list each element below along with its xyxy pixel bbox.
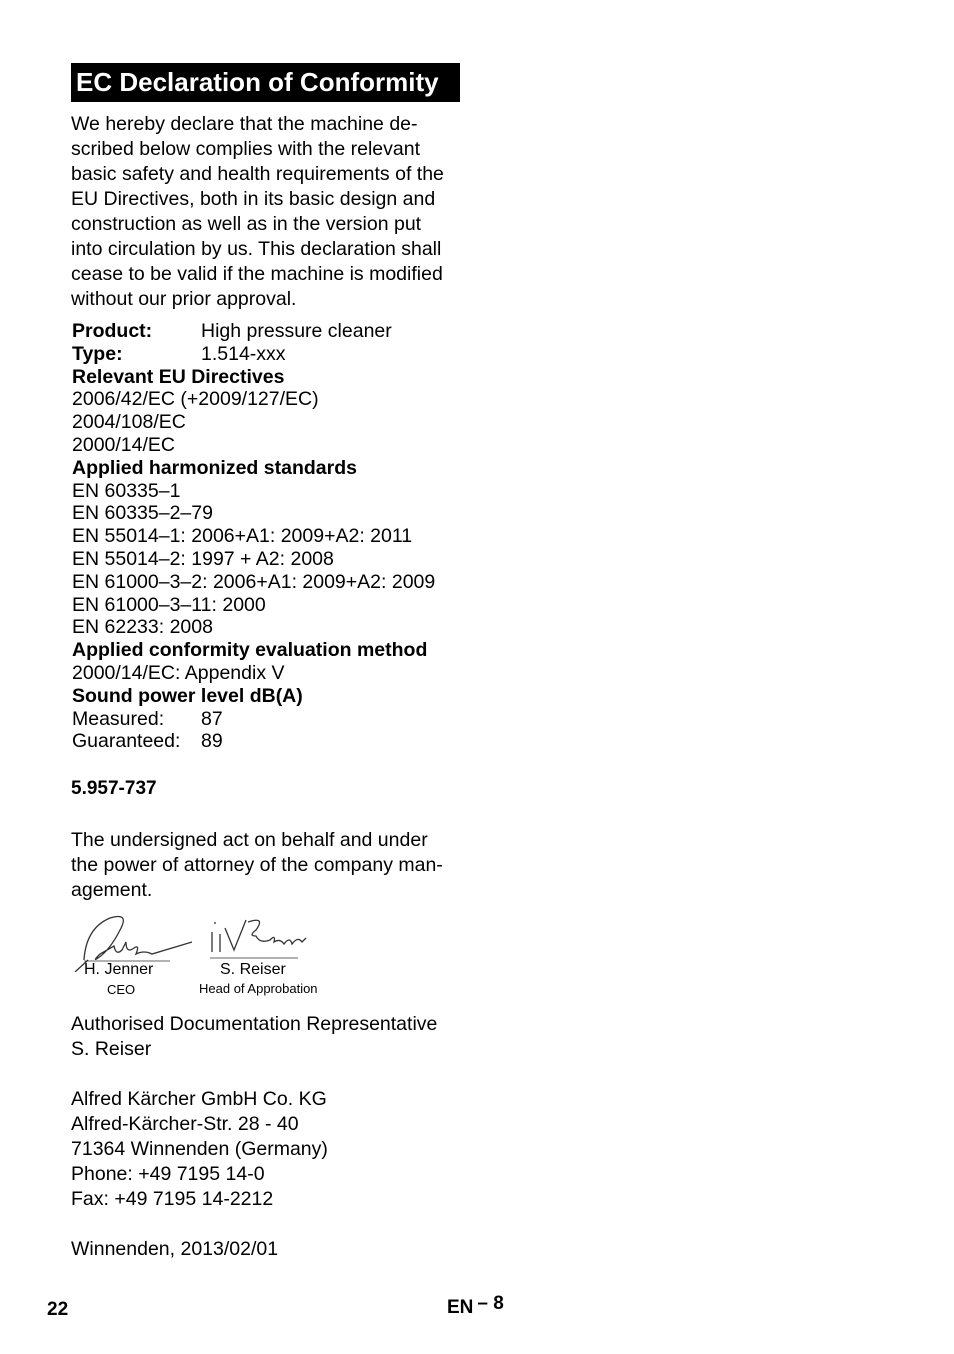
undersigned-line: The undersigned act on behalf and under	[71, 829, 428, 851]
footer-language	[447, 1293, 504, 1319]
declaration-line: basic safety and health requirements of the	[71, 163, 444, 185]
guaranteed-value: 89	[201, 730, 223, 753]
signatory-role: Head of Approbation	[199, 981, 318, 996]
page-title: EC Declaration of Conformity	[71, 63, 460, 102]
address-line: Phone: +49 7195 14-0	[71, 1163, 265, 1185]
declaration-line: We hereby declare that the machine de-	[71, 113, 418, 135]
product-specifications	[72, 320, 472, 753]
directive-item: 2006/42/EC (+2009/127/EC)	[72, 388, 319, 411]
standard-item: EN 61000–3–11: 2000	[72, 593, 266, 616]
undersigned-text	[71, 828, 466, 903]
declaration-line: without our prior approval.	[71, 288, 297, 310]
address-line: Alfred Kärcher GmbH Co. KG	[71, 1088, 327, 1110]
undersigned-line: agement.	[71, 879, 153, 901]
representative-name: S. Reiser	[71, 1038, 152, 1060]
product-row	[72, 320, 472, 343]
representative-block	[71, 1012, 437, 1062]
sound-measured-row	[72, 708, 472, 731]
company-address	[71, 1087, 328, 1212]
section-page: – 8	[477, 1293, 504, 1314]
declaration-text	[71, 112, 463, 312]
product-label: Product:	[72, 320, 153, 342]
signature-block	[70, 910, 340, 1000]
declaration-line: EU Directives, both in its basic design and	[71, 188, 436, 210]
representative-label: Authorised Documentation Representative	[71, 1013, 438, 1035]
standard-item: EN 60335–2–79	[72, 502, 213, 525]
address-line: Fax: +49 7195 14-2212	[71, 1188, 274, 1210]
part-number: 5.957-737	[71, 778, 157, 799]
signatory-name: H. Jenner	[84, 961, 154, 978]
declaration-line: cease to be valid if the machine is modified	[71, 263, 443, 285]
undersigned-line: the power of attorney of the company man-	[71, 854, 443, 876]
type-row	[72, 343, 472, 366]
standard-item: EN 61000–3–2: 2006+A1: 2009+A2: 2009	[72, 570, 436, 593]
signatory-name: S. Reiser	[220, 961, 286, 978]
evaluation-heading: Applied conformity evaluation method	[72, 639, 428, 662]
standards-heading: Applied harmonized standards	[72, 456, 357, 479]
directive-item: 2004/108/EC	[72, 411, 186, 434]
guaranteed-label: Guaranteed:	[72, 730, 181, 753]
measured-value: 87	[201, 707, 223, 730]
type-label: Type:	[72, 342, 123, 365]
page-number: 22	[47, 1299, 69, 1320]
standard-item: EN 55014–2: 1997 + A2: 2008	[72, 547, 334, 570]
directives-heading: Relevant EU Directives	[72, 365, 285, 388]
address-line: 71364 Winnenden (Germany)	[71, 1138, 328, 1160]
evaluation-value: 2000/14/EC: Appendix V	[72, 661, 285, 684]
sound-heading: Sound power level dB(A)	[72, 684, 303, 707]
place-date: Winnenden, 2013/02/01	[71, 1238, 279, 1260]
type-value: 1.514-xxx	[201, 342, 286, 365]
signatory-role: CEO	[107, 982, 136, 997]
directive-item: 2000/14/EC	[72, 433, 175, 456]
standard-item: EN 55014–1: 2006+A1: 2009+A2: 2011	[72, 525, 413, 548]
declaration-line: scribed below complies with the relevant	[71, 138, 421, 160]
address-line: Alfred-Kärcher-Str. 28 - 40	[71, 1113, 299, 1135]
standard-item: EN 62233: 2008	[72, 616, 213, 639]
measured-label: Measured:	[72, 707, 165, 730]
product-value: High pressure cleaner	[201, 320, 392, 342]
standard-item: EN 60335–1	[72, 479, 181, 502]
language-code: EN	[447, 1297, 474, 1318]
sound-guaranteed-row	[72, 730, 472, 753]
declaration-line: construction as well as in the version put	[71, 213, 422, 235]
declaration-line: into circulation by us. This declaration shall	[71, 238, 442, 260]
